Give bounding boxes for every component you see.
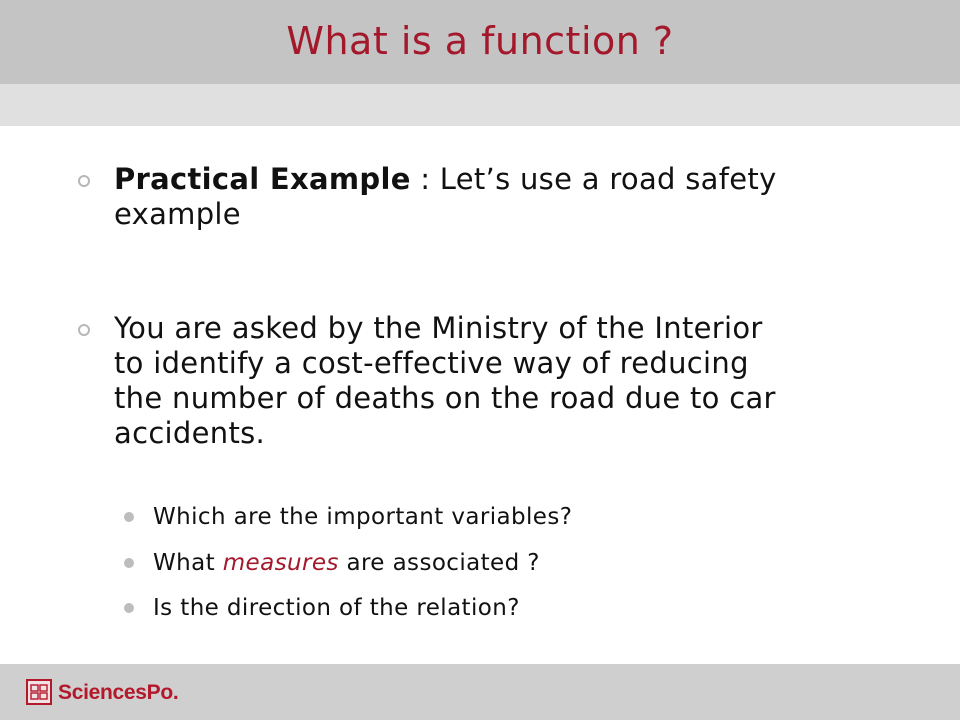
logo-text: SciencesPo. bbox=[58, 681, 179, 704]
subheader-band bbox=[0, 84, 960, 126]
sub-bullet-dot-icon bbox=[124, 512, 134, 522]
bullet-lead: Practical Example bbox=[114, 162, 411, 196]
sciencespo-crest-icon bbox=[26, 679, 52, 705]
bullet-text bbox=[114, 311, 934, 451]
sub-item-text: Which are the important variables? bbox=[153, 504, 573, 530]
sub-bullet-dot-icon bbox=[124, 558, 134, 568]
sub-item-text bbox=[153, 546, 923, 580]
slide-title: What is a function ? bbox=[286, 19, 674, 63]
bullet-line: example bbox=[114, 197, 241, 231]
bullet-text bbox=[114, 162, 934, 232]
sub-item-text-after: are associated ? bbox=[338, 550, 540, 576]
bullet-line: You are asked by the Ministry of the Interior bbox=[114, 311, 763, 345]
bullet-line: the number of deaths on the road due to car bbox=[114, 381, 776, 415]
sub-item-emphasis: measures bbox=[222, 550, 339, 576]
sub-item-text-before: What bbox=[153, 550, 223, 576]
sub-item-text: Is the direction of the relation? bbox=[153, 595, 520, 621]
bullet-line: accidents. bbox=[114, 416, 266, 450]
bullet-line: to identify a cost-effective way of reducing bbox=[114, 346, 749, 380]
sub-bullet-dot-icon bbox=[124, 603, 134, 613]
bullet-ring-icon bbox=[78, 324, 90, 336]
bullet-line-rest: : Let’s use a road safety bbox=[410, 162, 777, 196]
bullet-ring-icon bbox=[78, 175, 90, 187]
